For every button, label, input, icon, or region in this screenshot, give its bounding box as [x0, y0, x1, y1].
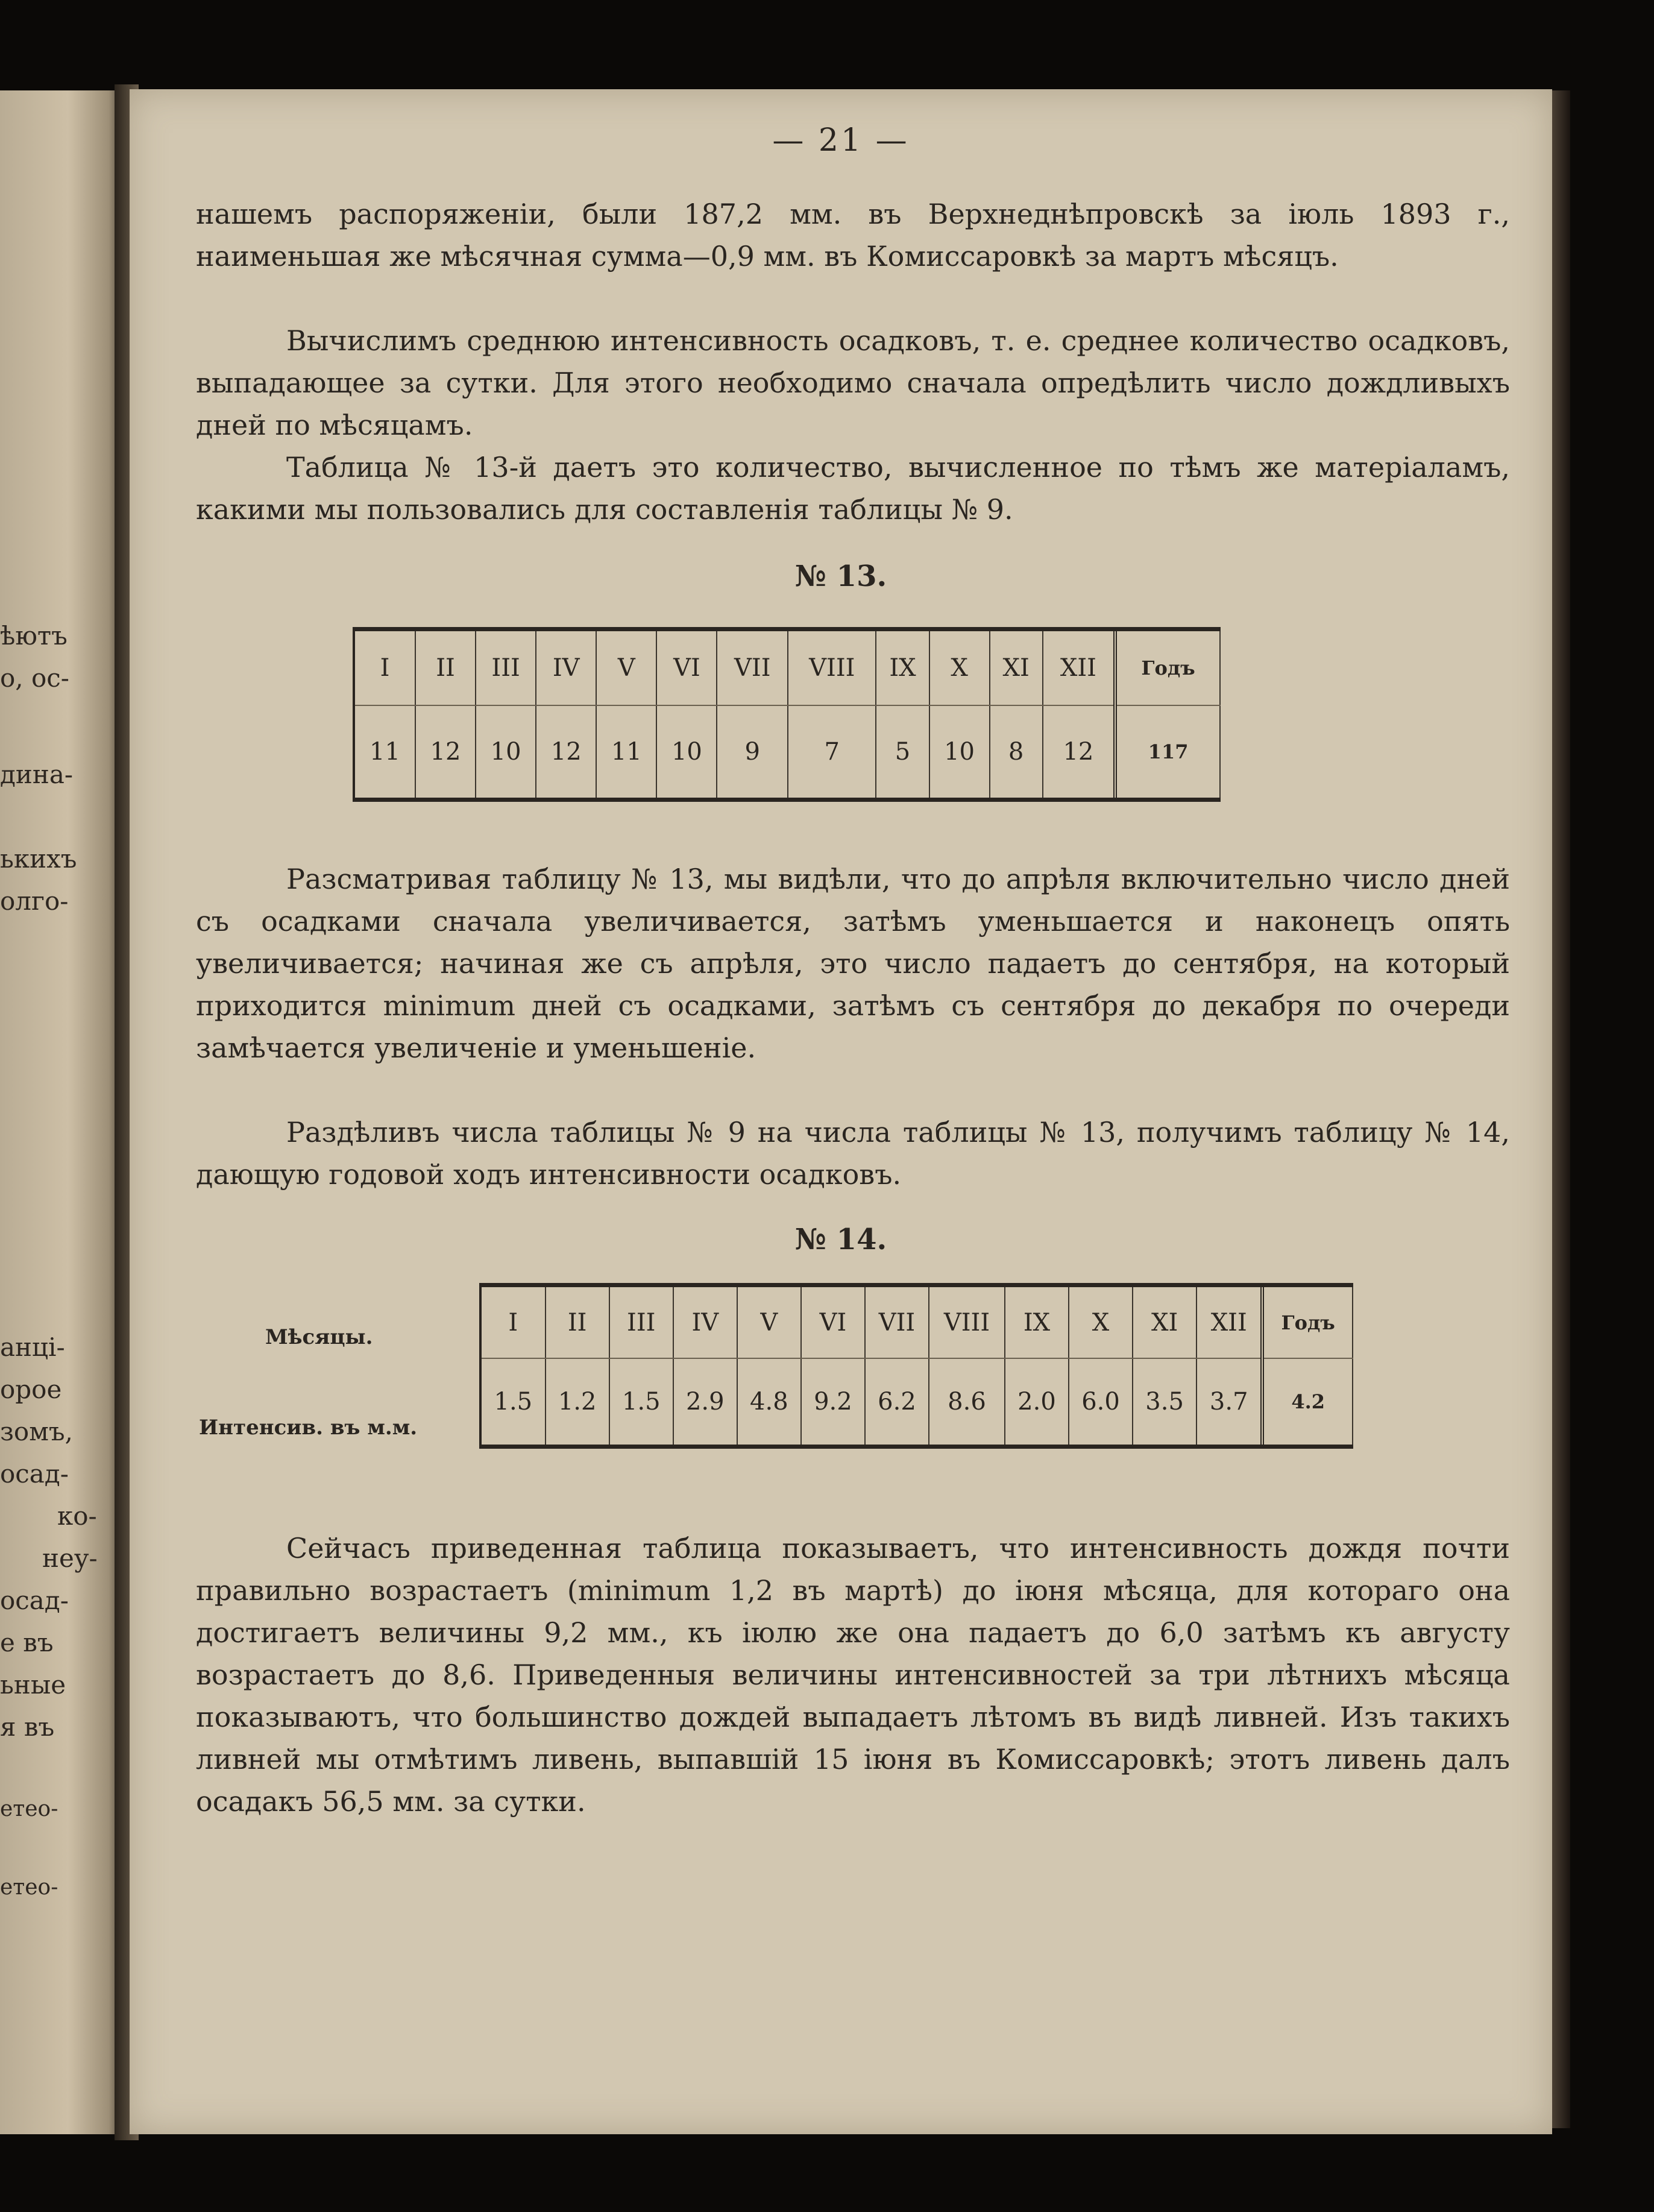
- page-edge: [1552, 90, 1570, 2128]
- value-cell: 4.8: [737, 1358, 801, 1447]
- left-text-fragment: олго-: [0, 886, 69, 916]
- left-text-fragment: ко-: [57, 1501, 97, 1531]
- left-text-fragment: осад-: [0, 1459, 69, 1489]
- value-cell: 12: [536, 705, 596, 800]
- value-cell: 1.5: [609, 1358, 673, 1447]
- table-13: [353, 627, 1221, 802]
- header-cell: IV: [536, 629, 596, 706]
- header-cell: V: [737, 1285, 801, 1359]
- header-cell: V: [596, 629, 656, 706]
- value-cell: 9: [717, 705, 788, 800]
- left-text-fragment: неу-: [42, 1543, 98, 1573]
- header-cell: VII: [865, 1285, 929, 1359]
- value-cell: 8: [990, 705, 1043, 800]
- value-cell: 10: [929, 705, 990, 800]
- header-cell: VI: [801, 1285, 865, 1359]
- table-14: [479, 1283, 1353, 1449]
- page-number: — 21 —: [772, 122, 910, 159]
- header-cell: X: [929, 629, 990, 706]
- header-cell-year: Годъ: [1115, 629, 1220, 706]
- header-cell: IX: [876, 629, 929, 706]
- value-cell: 12: [1043, 705, 1115, 800]
- paragraph-6: Сейчасъ приведенная таблица показываетъ, что интенсивность дождя почти правильно возрастаетъ (minimum 1,2 въ мартѣ) до іюня мѣсяца, для котораго она достигаетъ величины 9,2 мм., къ іюлю же она падаетъ до 6,0 затѣмъ къ августу возрастаетъ до 8,6. Приведенныя величины интенсивностей за три лѣтнихъ мѣсяца показываютъ, что большинство дождей выпадаетъ лѣтомъ въ видѣ ливней. Изъ такихъ ливней мы отмѣтимъ ливень, выпавшій 15 іюня въ Комиссаровкѣ; этотъ ливень далъ осадакъ 56,5 мм. за сутки.: [196, 1532, 1510, 1818]
- header-cell: VIII: [929, 1285, 1005, 1359]
- left-text-fragment: осад-: [0, 1586, 69, 1615]
- left-text-fragment: о, ос-: [0, 663, 69, 693]
- table-header-row: [354, 629, 1220, 706]
- value-cell: 6.2: [865, 1358, 929, 1447]
- table-14-caption: № 14.: [794, 1223, 887, 1256]
- header-cell-year: Годъ: [1262, 1285, 1353, 1359]
- left-page-fragment: [0, 90, 124, 2134]
- value-cell: 10: [656, 705, 717, 800]
- header-cell: III: [476, 629, 536, 706]
- left-text-fragment: я въ: [0, 1712, 55, 1742]
- header-cell: IV: [673, 1285, 737, 1359]
- header-cell: I: [354, 629, 415, 706]
- header-cell: II: [546, 1285, 609, 1359]
- value-cell: 9.2: [801, 1358, 865, 1447]
- value-cell: 8.6: [929, 1358, 1005, 1447]
- value-cell: 5: [876, 705, 929, 800]
- left-text-fragment: ѣютъ: [0, 621, 68, 651]
- table-header-row: [480, 1285, 1353, 1359]
- table-row: [354, 705, 1220, 800]
- header-cell: IX: [1005, 1285, 1069, 1359]
- paragraph-1: нашемъ распоряженіи, были 187,2 мм. въ Верхнеднѣпровскѣ за іюль 1893 г., наименьшая же мѣсячная сумма—0,9 мм. въ Комиссаровкѣ за мартъ мѣсяцъ.: [196, 198, 1510, 273]
- left-text-fragment: етео-: [0, 1875, 58, 1900]
- paragraph-4: Разсматривая таблицу № 13, мы видѣли, что до апрѣля включительно число дней съ осадками сначала увеличивается, затѣмъ уменьшается и наконецъ опять увеличивается; начиная же съ апрѣля, это число падаетъ до сентября, на который приходится minimum дней съ осадками, затѣмъ съ сентября до декабря по очереди замѣчается увеличеніе и уменьшеніе.: [196, 863, 1510, 1064]
- header-cell: VII: [717, 629, 788, 706]
- value-cell: 1.2: [546, 1358, 609, 1447]
- value-cell: 2.0: [1005, 1358, 1069, 1447]
- left-text-fragment: ькихъ: [0, 844, 77, 874]
- value-cell: 11: [354, 705, 415, 800]
- header-cell: XII: [1043, 629, 1115, 706]
- value-cell: 3.7: [1196, 1358, 1262, 1447]
- header-cell: X: [1069, 1285, 1133, 1359]
- left-text-fragment: анці-: [0, 1332, 65, 1362]
- left-text-fragment: зомъ,: [0, 1417, 73, 1446]
- header-cell: III: [609, 1285, 673, 1359]
- paragraph-3: Таблица № 13-й даетъ это количество, вычисленное по тѣмъ же матеріаламъ, какими мы пользовались для составленія таблицы № 9.: [196, 451, 1510, 526]
- left-text-fragment: орое: [0, 1375, 62, 1404]
- value-cell: 2.9: [673, 1358, 737, 1447]
- value-cell: 1.5: [480, 1358, 546, 1447]
- value-cell: 10: [476, 705, 536, 800]
- paragraph-5: Раздѣливъ числа таблицы № 9 на числа таблицы № 13, получимъ таблицу № 14, дающую годовой ходъ интенсивности осадковъ.: [196, 1116, 1510, 1191]
- paragraph-2: Вычислимъ среднюю интенсивность осадковъ, т. е. среднее количество осадковъ, выпадающее за сутки. Для этого необходимо сначала опредѣлить число дождливыхъ дней по мѣсяцамъ.: [196, 324, 1510, 441]
- header-cell: VIII: [788, 629, 876, 706]
- value-cell: 7: [788, 705, 876, 800]
- value-cell: 3.5: [1133, 1358, 1196, 1447]
- row-label-intensity: Интенсив. въ м.м.: [199, 1416, 418, 1440]
- row-label-months: Мѣсяцы.: [265, 1325, 373, 1349]
- value-cell: 12: [415, 705, 476, 800]
- header-cell: I: [480, 1285, 546, 1359]
- value-cell: 6.0: [1069, 1358, 1133, 1447]
- book-page: [130, 89, 1552, 2134]
- value-cell-year: 117: [1115, 705, 1220, 800]
- table-13-caption: № 13.: [794, 559, 887, 593]
- left-text-fragment: дина-: [0, 760, 74, 789]
- header-cell: XI: [990, 629, 1043, 706]
- value-cell-year: 4.2: [1262, 1358, 1353, 1447]
- header-cell: VI: [656, 629, 717, 706]
- table-row: [480, 1358, 1353, 1447]
- left-text-fragment: ьные: [0, 1670, 66, 1700]
- header-cell: XII: [1196, 1285, 1262, 1359]
- value-cell: 11: [596, 705, 656, 800]
- header-cell: II: [415, 629, 476, 706]
- left-text-fragment: етео-: [0, 1797, 58, 1821]
- left-text-fragment: е въ: [0, 1628, 54, 1657]
- header-cell: XI: [1133, 1285, 1196, 1359]
